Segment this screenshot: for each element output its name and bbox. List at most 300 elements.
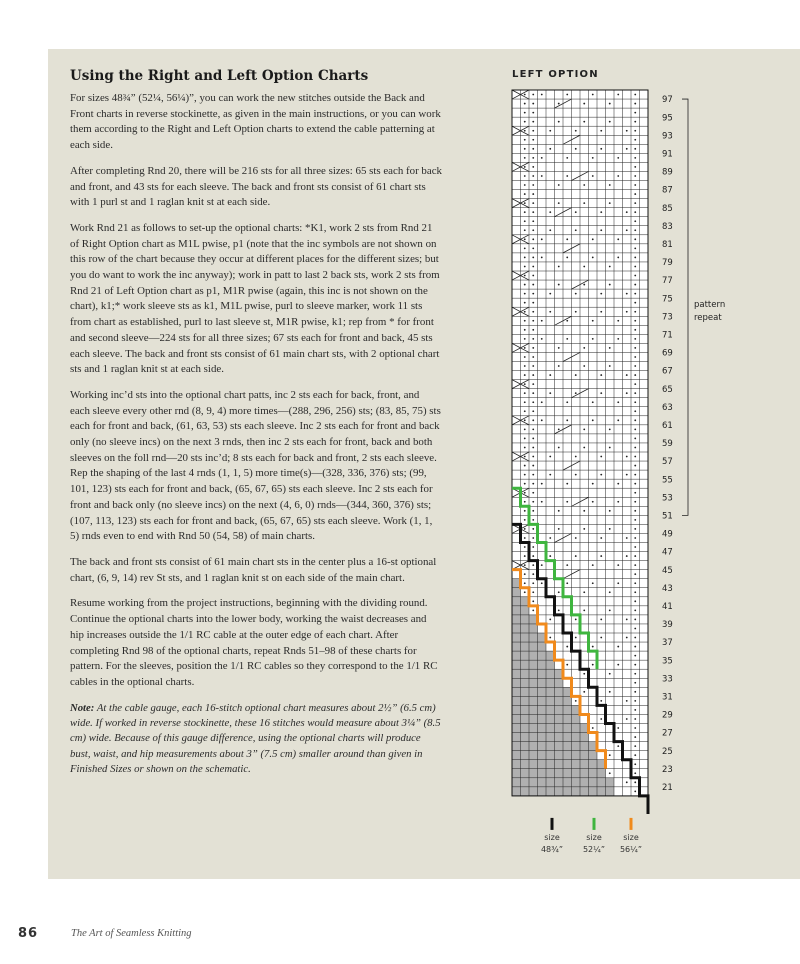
purl-dot: [532, 501, 534, 503]
purl-dot: [626, 130, 628, 132]
row-label: 57: [662, 457, 673, 468]
purl-dot: [575, 392, 577, 394]
purl-dot: [541, 94, 543, 96]
purl-dot: [532, 148, 534, 150]
purl-dot: [583, 591, 585, 593]
purl-dot: [524, 573, 526, 575]
purl-dot: [524, 121, 526, 123]
purl-dot: [524, 438, 526, 440]
purl-dot: [626, 537, 628, 539]
row-label: 35: [662, 656, 673, 667]
row-label: 77: [662, 276, 673, 287]
purl-dot: [532, 293, 534, 295]
purl-dot: [524, 356, 526, 358]
purl-dot: [532, 94, 534, 96]
purl-dot: [524, 112, 526, 114]
purl-dot: [524, 519, 526, 521]
purl-dot: [634, 112, 636, 114]
paragraph-5: The back and front sts consist of 61 main chart sts in the center plus a 16-st optional chart, (6, 9, 14) rev St sts, and 1 raglan knit st on each side of the main chart.: [70, 555, 437, 584]
row-label: 79: [662, 258, 673, 269]
purl-dot: [566, 338, 568, 340]
purl-dot: [524, 555, 526, 557]
purl-dot: [634, 202, 636, 204]
purl-dot: [634, 438, 636, 440]
purl-dot: [609, 365, 611, 367]
purl-dot: [524, 374, 526, 376]
purl-dot: [634, 609, 636, 611]
purl-dot: [575, 311, 577, 313]
row-label: 21: [662, 783, 673, 794]
purl-dot: [634, 546, 636, 548]
purl-dot: [524, 284, 526, 286]
paragraph-3: Work Rnd 21 as follows to set-up the optional charts: *K1, work 2 sts from Rnd 21 of Right Option chart as M1L pwise, p1 (note that the inc symbols are not shown on this row of the chart because they occur at different places for the different sizes; but you do want to work the inc anyway); work in patt to last 2 back sts, work 2 sts from Rnd 21 of Left Option chart as p1, M1R pwise (again, this inc is not shown on the chart), k1;* work sleeve sts as k1, M1L pwise, purl to sleeve marker, work 11 sts from chart as established, purl to last sleeve st, M1R pwise, k1; rep from * for front and second sleeve—224 sts for all three sizes; 67 sts each for front and back, 45 sts each sleeve. The back and front sts consist of 61 main chart sts, with 2 optional chart sts and 1 raglan knit st at each side.: [70, 221, 440, 376]
purl-dot: [566, 401, 568, 403]
purl-dot: [609, 691, 611, 693]
purl-dot: [532, 401, 534, 403]
purl-dot: [634, 736, 636, 738]
purl-dot: [524, 103, 526, 105]
purl-dot: [583, 184, 585, 186]
purl-dot: [583, 691, 585, 693]
purl-dot: [532, 220, 534, 222]
purl-dot: [575, 229, 577, 231]
purl-dot: [566, 320, 568, 322]
purl-dot: [592, 238, 594, 240]
paragraph-4: Working inc’d sts into the optional chart patts, inc 2 sts each for back, front, and each sleeve every other rnd (8, 9, 4) more times—(288, 296, 256) sts; (83, 85, 75) sts each for front and back, (61, 63, 53) sts each sleeve. Inc 2 sts each for front and back only (no sleeve incs) on the next 3 rnds, then inc 2 sts each for front, back and both sleeves on the foll rnd—20 sts inc’d; 8 sts each for back and front, 2 sts each sleeve. Rep the shaping of the last 4 rnds (1, 1, 5) more time(s)—(328, 336, 376) sts; (99, 101, 123) sts each for front and back, (65, 67, 65) sts each sleeve. Inc 2 sts each for front and back only (no sleeve incs) on the next (4, 6, 0) rnds—(344, 360, 376) sts; (107, 113, 123) sts each for front and back, (65, 67, 65) sts each sleeve. Work (1, 1, 5) rnds even to end with Rnd 50 (54, 58) of main charts.: [70, 388, 441, 543]
purl-dot: [626, 619, 628, 621]
purl-dot: [575, 374, 577, 376]
purl-dot: [583, 103, 585, 105]
purl-dot: [634, 790, 636, 792]
purl-dot: [566, 238, 568, 240]
purl-dot: [583, 121, 585, 123]
purl-dot: [626, 148, 628, 150]
purl-dot: [634, 691, 636, 693]
row-label: 53: [662, 493, 673, 504]
purl-dot: [532, 112, 534, 114]
purl-dot: [634, 718, 636, 720]
purl-dot: [524, 139, 526, 141]
purl-dot: [600, 374, 602, 376]
purl-dot: [541, 175, 543, 177]
purl-dot: [558, 447, 560, 449]
purl-dot: [532, 257, 534, 259]
purl-dot: [549, 374, 551, 376]
row-label: 55: [662, 475, 673, 486]
purl-dot: [600, 718, 602, 720]
purl-dot: [617, 257, 619, 259]
size-marker: [551, 818, 554, 830]
row-label: 91: [662, 149, 673, 160]
purl-dot: [524, 320, 526, 322]
purl-dot: [634, 130, 636, 132]
row-label: 37: [662, 638, 673, 649]
purl-dot: [634, 483, 636, 485]
purl-dot: [524, 193, 526, 195]
note-text: At the cable gauge, each 16-stitch optional chart measures about 2½” (6.5 cm) wide. If worked in reverse stockinette, these 16 stitches would measure about 3¼” (8.5 cm) wide. Because of this gauge difference, using the optional charts will produce bust, waist, and hip measurements about 3” (7.5 cm) smaller around than given in Finished Sizes or shown on the schematic.: [70, 701, 441, 775]
purl-dot: [634, 519, 636, 521]
purl-dot: [524, 582, 526, 584]
purl-dot: [609, 266, 611, 268]
purl-dot: [566, 582, 568, 584]
purl-dot: [532, 374, 534, 376]
purl-dot: [617, 238, 619, 240]
row-label: 45: [662, 565, 673, 576]
purl-dot: [541, 582, 543, 584]
purl-dot: [609, 772, 611, 774]
paragraph-1: For sizes 48¾” (52¼, 56¼)”, you can work the new stitches outside the Back and Front charts in reverse stockinette, as given in the main instructions, or you can work them according to the Right and Left Option charts to extend the cable patterning at each side.: [70, 92, 441, 152]
purl-dot: [532, 266, 534, 268]
purl-dot: [575, 130, 577, 132]
row-label: 23: [662, 764, 673, 775]
purl-dot: [634, 94, 636, 96]
purl-dot: [558, 365, 560, 367]
purl-dot: [626, 293, 628, 295]
purl-dot: [524, 591, 526, 593]
row-label: 25: [662, 746, 673, 757]
row-label: 47: [662, 547, 673, 558]
purl-dot: [558, 103, 560, 105]
purl-dot: [524, 510, 526, 512]
purl-dot: [524, 338, 526, 340]
purl-dot: [609, 347, 611, 349]
purl-dot: [532, 492, 534, 494]
purl-dot: [634, 709, 636, 711]
row-label: 41: [662, 602, 673, 613]
purl-dot: [532, 184, 534, 186]
size-value: 48¾”: [540, 844, 564, 854]
purl-dot: [524, 392, 526, 394]
purl-dot: [532, 546, 534, 548]
purl-dot: [592, 157, 594, 159]
purl-dot: [566, 257, 568, 259]
purl-dot: [558, 528, 560, 530]
purl-dot: [558, 591, 560, 593]
purl-dot: [634, 392, 636, 394]
purl-dot: [634, 347, 636, 349]
purl-dot: [634, 257, 636, 259]
purl-dot: [592, 320, 594, 322]
purl-dot: [532, 573, 534, 575]
purl-dot: [541, 157, 543, 159]
purl-dot: [617, 94, 619, 96]
purl-dot: [549, 537, 551, 539]
purl-dot: [566, 419, 568, 421]
purl-dot: [634, 103, 636, 105]
purl-dot: [541, 401, 543, 403]
purl-dot: [617, 646, 619, 648]
purl-dot: [617, 338, 619, 340]
size-marker: [593, 818, 596, 830]
purl-dot: [575, 637, 577, 639]
purl-dot: [549, 130, 551, 132]
purl-dot: [549, 474, 551, 476]
purl-dot: [626, 456, 628, 458]
purl-dot: [524, 419, 526, 421]
purl-dot: [532, 410, 534, 412]
purl-dot: [626, 374, 628, 376]
purl-dot: [583, 266, 585, 268]
purl-dot: [634, 763, 636, 765]
purl-dot: [634, 410, 636, 412]
purl-dot: [583, 609, 585, 611]
purl-dot: [575, 537, 577, 539]
purl-dot: [634, 637, 636, 639]
size-marker: [630, 818, 633, 830]
purl-dot: [609, 510, 611, 512]
row-label: 73: [662, 312, 673, 323]
purl-dot: [532, 202, 534, 204]
purl-dot: [541, 501, 543, 503]
purl-dot: [541, 257, 543, 259]
purl-dot: [566, 564, 568, 566]
purl-dot: [609, 609, 611, 611]
purl-dot: [634, 175, 636, 177]
purl-dot: [524, 211, 526, 213]
purl-dot: [532, 392, 534, 394]
purl-dot: [609, 591, 611, 593]
purl-dot: [634, 628, 636, 630]
row-label: 97: [662, 95, 673, 106]
purl-dot: [609, 447, 611, 449]
purl-dot: [532, 247, 534, 249]
purl-dot: [524, 528, 526, 530]
purl-dot: [600, 537, 602, 539]
purl-dot: [558, 202, 560, 204]
purl-dot: [566, 94, 568, 96]
purl-dot: [532, 447, 534, 449]
purl-dot: [575, 619, 577, 621]
purl-dot: [634, 401, 636, 403]
purl-dot: [566, 157, 568, 159]
purl-dot: [566, 501, 568, 503]
purl-dot: [617, 727, 619, 729]
purl-dot: [524, 564, 526, 566]
purl-dot: [617, 483, 619, 485]
purl-dot: [524, 311, 526, 313]
purl-dot: [532, 284, 534, 286]
size-word: size: [623, 832, 639, 842]
purl-dot: [541, 564, 543, 566]
purl-dot: [532, 510, 534, 512]
purl-dot: [532, 419, 534, 421]
purl-dot: [549, 293, 551, 295]
purl-dot: [575, 474, 577, 476]
purl-dot: [609, 673, 611, 675]
purl-dot: [634, 302, 636, 304]
purl-dot: [532, 365, 534, 367]
purl-dot: [617, 664, 619, 666]
purl-dot: [524, 492, 526, 494]
purl-dot: [634, 311, 636, 313]
purl-dot: [532, 311, 534, 313]
purl-dot: [532, 591, 534, 593]
purl-dot: [583, 673, 585, 675]
purl-dot: [626, 474, 628, 476]
purl-dot: [524, 238, 526, 240]
purl-dot: [524, 202, 526, 204]
row-label: 33: [662, 674, 673, 685]
purl-dot: [532, 564, 534, 566]
book-title: The Art of Seamless Knitting: [71, 928, 192, 939]
purl-dot: [549, 555, 551, 557]
purl-dot: [600, 311, 602, 313]
purl-dot: [575, 148, 577, 150]
purl-dot: [532, 166, 534, 168]
purl-dot: [532, 483, 534, 485]
purl-dot: [617, 157, 619, 159]
purl-dot: [634, 655, 636, 657]
purl-dot: [532, 347, 534, 349]
purl-dot: [541, 483, 543, 485]
purl-dot: [532, 474, 534, 476]
purl-dot: [609, 428, 611, 430]
purl-dot: [626, 555, 628, 557]
text-column: [70, 68, 442, 777]
purl-dot: [617, 320, 619, 322]
purl-dot: [634, 465, 636, 467]
purl-dot: [583, 528, 585, 530]
purl-dot: [583, 284, 585, 286]
purl-dot: [634, 193, 636, 195]
purl-dot: [634, 573, 636, 575]
purl-dot: [524, 220, 526, 222]
purl-dot: [541, 338, 543, 340]
purl-dot: [558, 510, 560, 512]
purl-dot: [549, 229, 551, 231]
purl-dot: [524, 447, 526, 449]
repeat-bracket: [682, 99, 688, 515]
purl-dot: [592, 564, 594, 566]
row-label: 43: [662, 583, 673, 594]
purl-dot: [524, 247, 526, 249]
repeat-label-1: pattern: [694, 300, 726, 311]
page-number: 86: [18, 926, 39, 941]
purl-dot: [634, 564, 636, 566]
purl-dot: [524, 166, 526, 168]
purl-dot: [549, 637, 551, 639]
purl-dot: [558, 609, 560, 611]
purl-dot: [532, 456, 534, 458]
purl-dot: [592, 664, 594, 666]
purl-dot: [634, 184, 636, 186]
purl-dot: [609, 284, 611, 286]
purl-dot: [524, 157, 526, 159]
purl-dot: [634, 356, 636, 358]
purl-dot: [524, 293, 526, 295]
purl-dot: [600, 555, 602, 557]
purl-dot: [532, 229, 534, 231]
purl-dot: [600, 637, 602, 639]
paragraph-6: Resume working from the project instructions, beginning with the dividing round. Continue the optional charts into the lower body, working the waist decreases and hip increases outside the 1/1 RC cable at the outer edge of each chart. After completing Rnd 98 of the optional charts, repeat Rnds 51–98 of these charts for pattern. For the sleeves, position the 1/1 RC cables so they correspond to the 1/1 RC cables in the optional charts.: [70, 597, 438, 688]
purl-dot: [600, 148, 602, 150]
purl-dot: [524, 428, 526, 430]
purl-dot: [524, 537, 526, 539]
purl-dot: [532, 275, 534, 277]
purl-dot: [634, 582, 636, 584]
purl-dot: [575, 555, 577, 557]
size-word: size: [586, 832, 602, 842]
purl-dot: [617, 175, 619, 177]
purl-dot: [626, 392, 628, 394]
purl-dot: [600, 130, 602, 132]
purl-dot: [592, 257, 594, 259]
row-label: 27: [662, 728, 673, 739]
purl-dot: [634, 275, 636, 277]
purl-dot: [634, 229, 636, 231]
purl-dot: [634, 501, 636, 503]
purl-dot: [609, 121, 611, 123]
purl-dot: [532, 519, 534, 521]
purl-dot: [592, 646, 594, 648]
purl-dot: [600, 619, 602, 621]
purl-dot: [634, 700, 636, 702]
purl-dot: [524, 130, 526, 132]
purl-dot: [634, 537, 636, 539]
purl-dot: [609, 103, 611, 105]
purl-dot: [592, 419, 594, 421]
purl-dot: [575, 293, 577, 295]
purl-dot: [549, 148, 551, 150]
purl-dot: [524, 483, 526, 485]
purl-dot: [566, 175, 568, 177]
note-label: Note:: [70, 701, 95, 714]
purl-dot: [532, 211, 534, 213]
purl-dot: [634, 492, 636, 494]
purl-dot: [592, 401, 594, 403]
purl-dot: [558, 428, 560, 430]
purl-dot: [541, 419, 543, 421]
purl-dot: [617, 564, 619, 566]
purl-dot: [600, 229, 602, 231]
purl-dot: [592, 727, 594, 729]
purl-dot: [609, 202, 611, 204]
purl-dot: [600, 211, 602, 213]
purl-dot: [634, 646, 636, 648]
purl-dot: [617, 745, 619, 747]
row-label: 65: [662, 384, 673, 395]
row-label: 39: [662, 620, 673, 631]
row-label: 75: [662, 294, 673, 305]
purl-dot: [532, 157, 534, 159]
purl-dot: [626, 637, 628, 639]
purl-dot: [609, 754, 611, 756]
purl-dot: [583, 365, 585, 367]
purl-dot: [558, 121, 560, 123]
row-label: 85: [662, 203, 673, 214]
row-label: 49: [662, 529, 673, 540]
size-value: 56¼”: [619, 844, 643, 854]
row-label: 81: [662, 240, 673, 251]
purl-dot: [634, 247, 636, 249]
purl-dot: [626, 311, 628, 313]
purl-dot: [524, 302, 526, 304]
purl-dot: [532, 320, 534, 322]
purl-dot: [634, 781, 636, 783]
chart-title: LEFT OPTION: [512, 69, 599, 80]
purl-dot: [634, 673, 636, 675]
purl-dot: [524, 365, 526, 367]
purl-dot: [532, 302, 534, 304]
purl-dot: [634, 166, 636, 168]
purl-dot: [600, 293, 602, 295]
purl-dot: [566, 646, 568, 648]
purl-dot: [609, 528, 611, 530]
purl-dot: [549, 392, 551, 394]
purl-dot: [634, 682, 636, 684]
row-label: 61: [662, 421, 673, 432]
purl-dot: [600, 474, 602, 476]
